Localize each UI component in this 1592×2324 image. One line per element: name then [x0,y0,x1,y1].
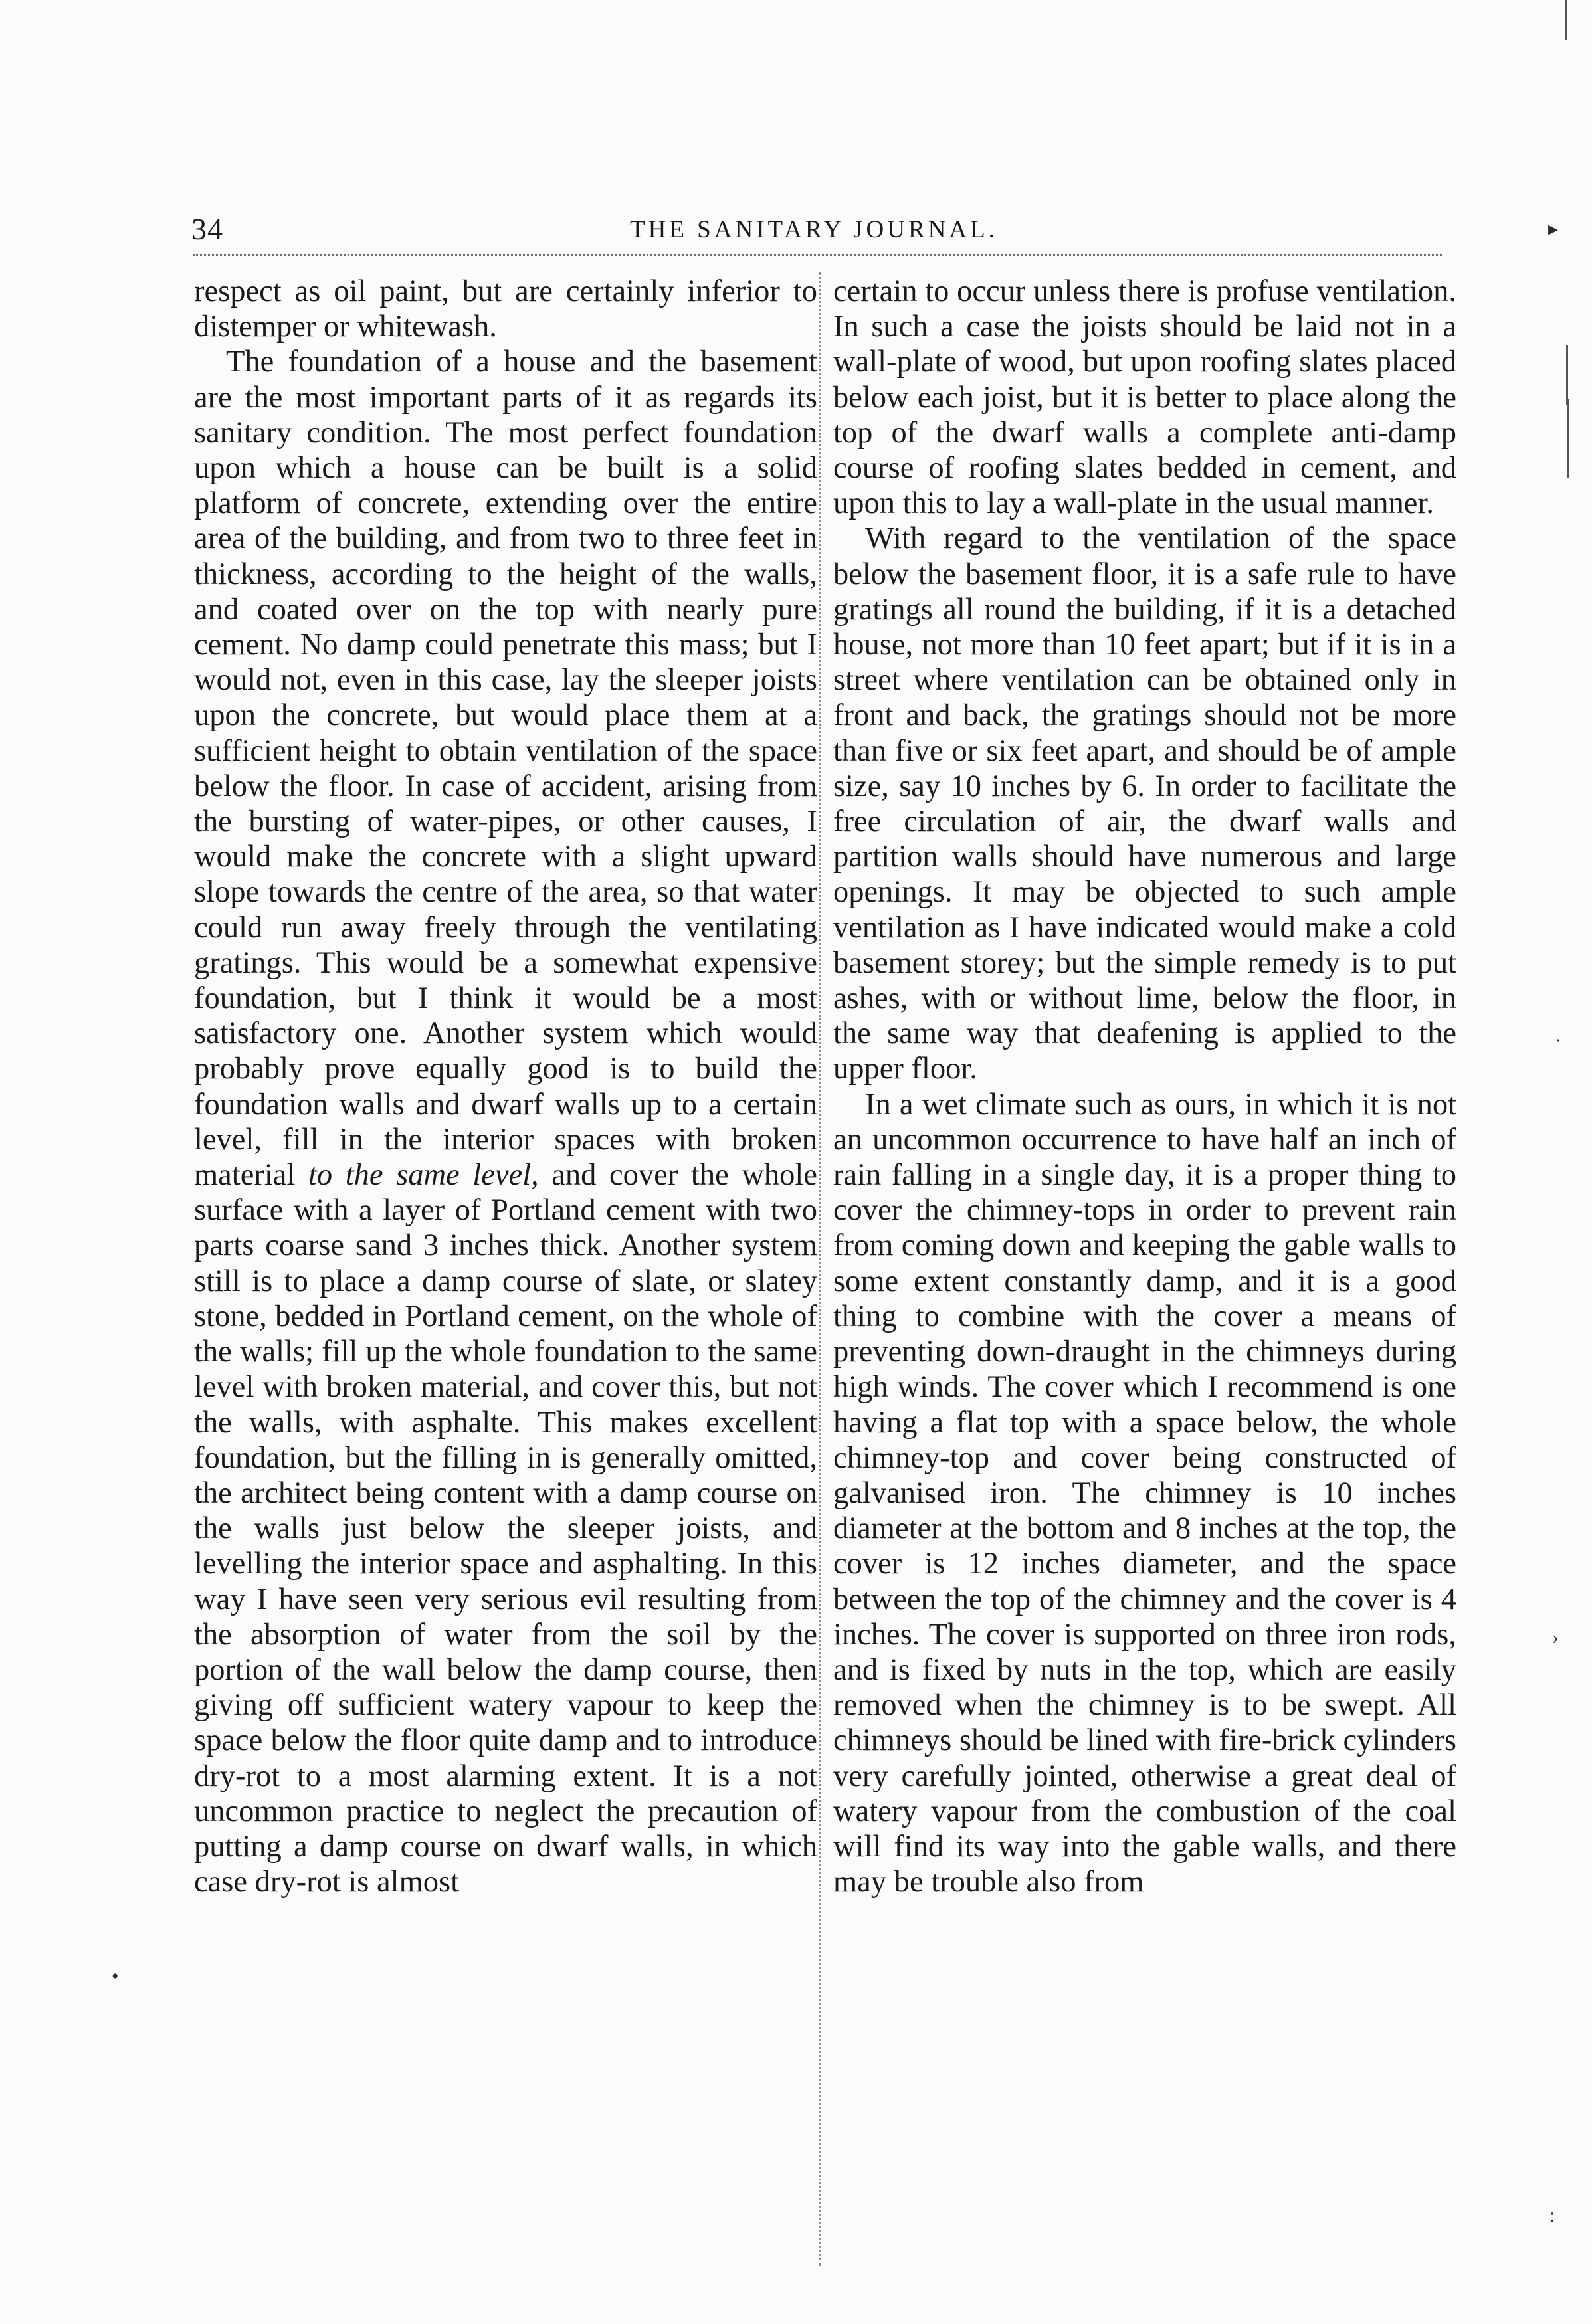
scan-speck: › [1552,1626,1559,1648]
running-title: THE SANITARY JOURNAL. [630,216,998,243]
scan-edge-mark [1566,345,1568,405]
paragraph [194,344,817,1899]
header-rule [193,254,1442,256]
paragraph: certain to occur unless there is profuse ventilation. In such a case the joists should be laid not in a wall-plate of wood, but upon roofing slates placed below each joist, but it is better to place along the top of the dwarf walls a complete anti-damp course of roofing slates bedded in cement, and upon this to lay a wall-plate in the usual manner. [833,274,1456,521]
paragraph: In a wet climate such as ours, in which it is not an uncommon occurrence to have half an inch of rain falling in a single day, it is a proper thing to cover the chimney-tops in order to prevent rain from coming down and keeping the gable walls to some extent constantly damp, and it is a good thing to combine with the cover a means of preventing down-draught in the chimneys during high winds. The cover which I recommend is one having a flat top with a space below, the whole chimney-top and cover being constructed of galvanised iron. The chimney is 10 inches diameter at the bottom and 8 inches at the top, the cover is 12 inches diameter, and the space between the top of the chimney and the cover is 4 inches. The cover is supported on three iron rods, and is fixed by nuts in the top, which are easily removed when the chimney is to be swept. All chimneys should be lined with fire-brick cylinders very carefully jointed, otherwise a great deal of watery vapour from the combustion of the coal will find its way into the gable walls, and there may be trouble also from [833,1087,1456,1899]
scan-edge-mark [1565,0,1567,40]
paragraph-text: The foundation of a house and the basement are the most important parts of it as regards its sanitary condition. The most perfect foundation upon which a house can be built is a solid platform of concrete, extending over the entire area of the building, and from two to three feet in thickness, according to the height of the walls, and coated over on the top with nearly pure cement. No damp could penetrate this mass; but I would not, even in this case, lay the sleeper joists upon the concrete, but would place them at a sufficient height to obtain ventilation of the space below the floor. In case of accident, arising from the bursting of water-pipes, or other causes, I would make the concrete with a slight upward slope towards the centre of the area, so that water could run away freely through the ventilating gratings. This would be a somewhat expensive foundation, but I think it would be a most satisfactory one. Another system which would probably prove equally good is to build the foundation walls and dwarf walls up to a certain level, fill in the interior spaces with broken material [194,345,817,1193]
scan-speck: • [112,1965,119,1987]
paragraph-emphasis: to the same level, [308,1158,539,1193]
left-column [194,274,817,1899]
paragraph: With regard to the ventilation of the space below the basement floor, it is a safe rule to have gratings all round the building, if it is a detached house, not more than 10 feet apart; but if it is in a street where ventilation can be obtained only in front and back, the gratings should not be more than five or six feet apart, and should be of ample size, say 10 inches by 6. In order to facilitate the free circulation of air, the dwarf walls and partition walls should have numerous and large openings. It may be objected to such ample ventilation as I have indicated would make a cold basement storey; but the simple remedy is to put ashes, with or without lime, below the floor, in the same way that deafening is applied to the upper floor. [833,522,1456,1086]
page-header [191,211,1447,258]
scan-speck: ˙ [1555,1035,1561,1057]
scan-speck: ▸ [1548,218,1559,240]
paragraph-text-continued: and cover the whole surface with a layer of Portland cement with two parts coarse sand 3 inches thick. Another system still is to place a damp course of slate, or slatey stone, bedded in Portland cement, on the whole of the walls; fill up the whole foundation to the same level with broken material, and cover this, but not the walls, with asphalte. This makes excellent foundation, but the filling in is generally omitted, the architect being content with a damp course on the walls just below the sleeper joists, and levelling the interior space and asphalting. In this way I have seen very serious evil resulting from the absorption of water from the soil by the portion of the wall below the damp course, then giving off sufficient watery vapour to keep the space below the floor quite damp and to introduce dry-rot to a most alarming extent. It is a not uncommon practice to neglect the precaution of putting a damp course on dwarf walls, in which case dry-rot is almost [194,1158,817,1899]
column-divider [819,272,821,2266]
right-column [833,274,1456,1899]
paragraph: respect as oil paint, but are certainly inferior to distemper or whitewash. [194,274,817,344]
scan-speck: : [1549,2204,1555,2226]
page-number: 34 [191,212,223,246]
scan-edge-mark [1567,399,1569,478]
